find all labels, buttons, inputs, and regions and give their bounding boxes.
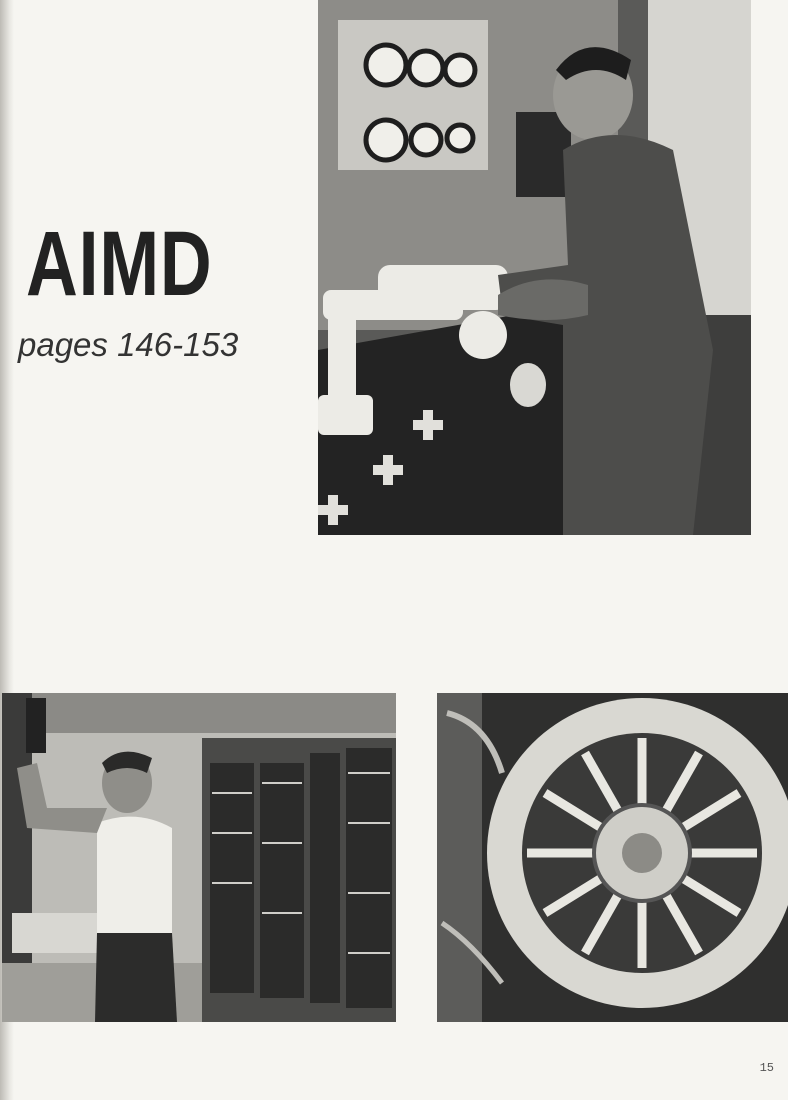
section-title: AIMD	[26, 213, 213, 315]
photo-status-board-image	[2, 693, 396, 1022]
photo-jet-engine	[437, 693, 788, 1022]
photo-test-bench-image	[318, 0, 751, 535]
photo-jet-engine-image	[437, 693, 788, 1022]
page-range: pages 146-153	[18, 326, 239, 363]
photo-test-bench	[318, 0, 751, 535]
page-number: 15	[759, 1061, 774, 1075]
photo-status-board	[2, 693, 396, 1022]
